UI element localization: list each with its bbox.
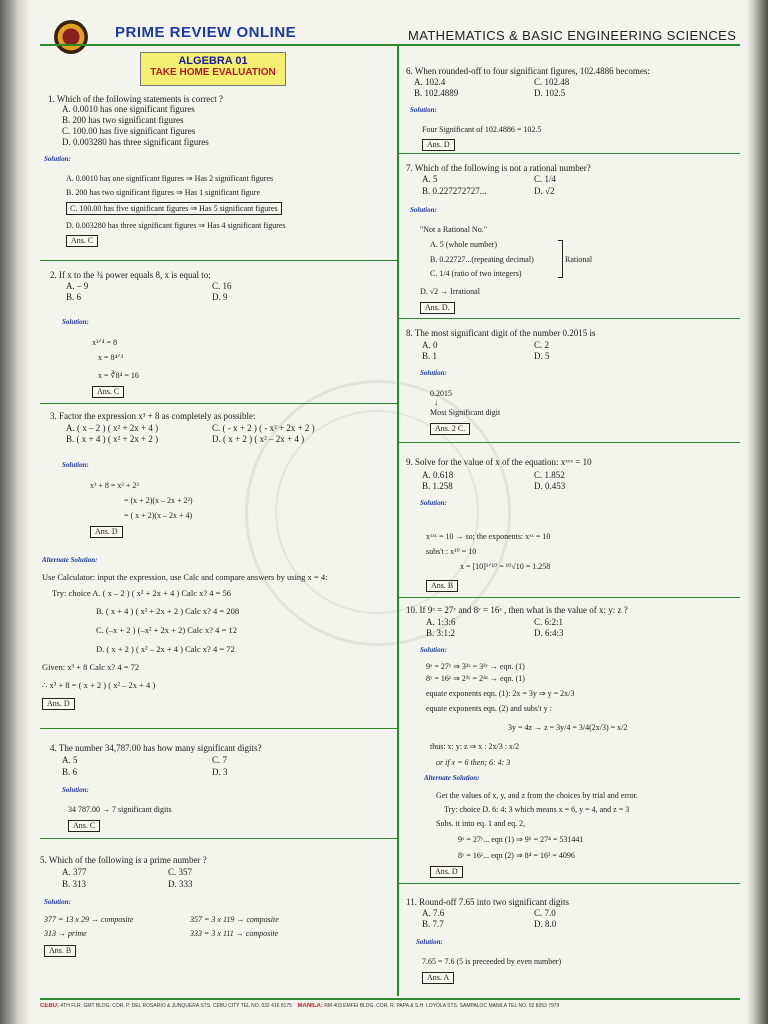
q3-sol-3: = ( x + 2)(x – 2x + 4): [124, 511, 193, 520]
q3-choice-d: D. ( x + 2 ) ( x² – 2x + 4 ): [212, 434, 305, 444]
q3-alt-6: Given: x³ + 8 Calc x? 4 = 72: [42, 662, 140, 672]
q9-stem: 9. Solve for the value of x of the equation: xˣˣˣ = 10: [406, 457, 592, 467]
q2-sol-3: x = ∛8⁴ = 16: [98, 371, 139, 380]
q1-sol-b: B. 200 has two significant figures ⇒ Has 1 significant figure: [66, 188, 260, 197]
q7-choice-a: A. 5: [422, 174, 438, 184]
q3-answer: Ans. D: [90, 526, 123, 538]
title-box: [140, 52, 286, 86]
q2-stem: 2. If x to the ¾ power equals 8, x is equal to:: [50, 270, 211, 280]
q10-sol-2: 8ʸ = 16ᶻ ⇒ 2³ʸ = 2⁴ᶻ → eqn. (1): [426, 674, 525, 683]
q5-sol-2: 313 → prime: [44, 929, 87, 938]
header-divider: [40, 44, 740, 46]
q4-choice-c: C. 7: [212, 755, 228, 765]
q10-alt-solution-label: Alternate Solution:: [424, 774, 480, 782]
footer-manila-tag: MANILA:: [297, 1003, 323, 1009]
q6-divider: [399, 153, 740, 154]
q3-alt-1: Use Calculator: input the expression, use Calc and compare answers by using x = 4:: [42, 572, 328, 582]
q8-choice-c: C. 2: [534, 340, 550, 350]
q10-alt-1: Get the values of x, y, and z from the choices by trial and error.: [436, 791, 638, 800]
q3-solution-label: Solution:: [62, 461, 89, 469]
q6-answer: Ans. D: [422, 139, 455, 151]
q3-choice-b: B. ( x + 4 ) ( x² + 2x + 2 ): [66, 434, 159, 444]
q5-choice-a: A. 377: [62, 867, 87, 877]
q1-stem: 1. Which of the following statements is correct ?: [48, 94, 224, 104]
q4-solution-label: Solution:: [62, 786, 89, 794]
q7-sol-2: A. 5 (whole number): [430, 240, 498, 249]
q1-answer: Ans. C: [66, 235, 98, 247]
footer-divider: [40, 998, 740, 1000]
page-footer: [40, 1003, 740, 1009]
q1-choice-c: C. 100.00 has five significant figures: [62, 126, 196, 136]
q7-sol-rational: Rational: [565, 255, 593, 264]
q2-choice-d: D. 9: [212, 292, 228, 302]
q1-sol-c: C. 100.00 has five significant figures ⇒ Has 5 significant figures: [66, 202, 282, 215]
q9-sol-1: xˣˣˣ = 10 → so; the exponents: xˣˣ = 10: [426, 532, 551, 541]
q3-divider: [40, 728, 397, 729]
q9-divider: [399, 597, 740, 598]
q5-answer: Ans. B: [44, 945, 76, 957]
q10-answer: Ans. D: [430, 866, 463, 878]
q5-choice-b: B. 313: [62, 879, 87, 889]
q10-choice-c: C. 6:2:1: [534, 617, 564, 627]
q2-choice-b: B. 6: [66, 292, 82, 302]
q3-sol-2: = (x + 2)(x – 2x + 2²): [124, 496, 193, 505]
q10-stem: 10. If 9ˣ = 27ʸ and 8ʸ = 16ᶻ , then what is the value of x: y: z ?: [406, 605, 628, 615]
q10-alt-2: Try: choice D. 6: 4: 3 which means x = 6, y = 4, and z = 3: [444, 805, 630, 814]
q1-choice-d: D. 0.003280 has three significant figures: [62, 137, 209, 147]
q4-choice-a: A. 5: [62, 755, 78, 765]
q4-stem: 4. The number 34,787.00 has how many significant digits?: [50, 743, 262, 753]
q8-divider: [399, 442, 740, 443]
q11-stem: 11. Round-off 7.65 into two significant digits: [406, 897, 569, 907]
q3-sol-1: x³ + 8 = x³ + 2³: [90, 481, 139, 490]
q3-alt-answer: Ans. D: [42, 698, 75, 710]
q3-choice-a: A. ( x – 2 ) ( x² + 2x + 4 ): [66, 423, 159, 433]
q1-choice-a: A. 0.0010 has one significant figures: [62, 104, 195, 114]
q5-choice-c: C. 357: [168, 867, 193, 877]
q9-choice-b: B. 1.258: [422, 481, 453, 491]
q11-choice-d: D. 8.0: [534, 919, 557, 929]
q4-choice-b: B. 6: [62, 767, 78, 777]
q11-sol: 7.65 = 7.6 (5 is preceeded by even number): [422, 957, 562, 966]
q6-choice-c: C. 102.48: [534, 77, 570, 87]
logo-icon: [54, 20, 88, 54]
q2-divider: [40, 403, 397, 404]
q6-stem: 6. When rounded-off to four significant figures, 102.4886 becomes:: [406, 66, 650, 76]
q7-sol-4: C. 1/4 (ratio of two integers): [430, 269, 522, 278]
page-header: [40, 18, 740, 54]
q1-divider: [40, 260, 397, 261]
q5-choice-d: D. 333: [168, 879, 193, 889]
q7-choice-d: D. √2: [534, 186, 555, 196]
q4-choice-d: D. 3: [212, 767, 228, 777]
q3-stem: 3. Factor the expression x³ + 8 as completely as possible:: [50, 411, 256, 421]
footer-manila-address: RM 403 EMFEI BLDG. COR. R. PAPA & S.H. LOYOLA STS. SAMPALOC MANILA TEL NO. 02 8353 7979: [324, 1003, 560, 1009]
q11-choice-a: A. 7.6: [422, 908, 445, 918]
q10-alt-5: 8ʸ = 16ᶻ... eqn (2) ⇒ 8⁴ = 16³ = 4096: [458, 851, 575, 860]
q7-choice-c: C. 1/4: [534, 174, 557, 184]
q10-sol-4: equate exponents eqn. (2) and subs't y :: [426, 704, 552, 713]
q10-divider: [399, 883, 740, 884]
q7-sol-1: "Not a Rational No.": [420, 225, 487, 234]
q2-answer: Ans. C: [92, 386, 124, 398]
q8-choice-d: D. 5: [534, 351, 550, 361]
q2-solution-label: Solution:: [62, 318, 89, 326]
q8-sol-3: Most Significant digit: [430, 408, 501, 417]
q5-solution-label: Solution:: [44, 898, 71, 906]
q8-solution-label: Solution:: [420, 369, 447, 377]
q6-choice-b: B. 102.4889: [414, 88, 459, 98]
q10-sol-7: or if x = 6 then; 6: 4: 3: [436, 758, 511, 767]
q10-solution-label: Solution:: [420, 646, 447, 654]
scan-edge-left: [0, 0, 30, 1024]
title-line2: TAKE HOME EVALUATION: [150, 67, 276, 78]
q4-answer: Ans. C: [68, 820, 100, 832]
q11-choice-b: B. 7.7: [422, 919, 444, 929]
q6-choice-a: A. 102.4: [414, 77, 446, 87]
q10-choice-a: A. 1:3:6: [426, 617, 456, 627]
q8-sol-2: ↓: [434, 398, 438, 407]
q10-sol-5: 3y = 4z → z = 3y/4 = 3/4(2x/3) = x/2: [508, 723, 628, 732]
q11-solution-label: Solution:: [416, 938, 443, 946]
q3-alt-5: D. ( x + 2 ) ( x² – 2x + 4 ) Calc x? 4 = 72: [96, 644, 235, 654]
q6-solution-label: Solution:: [410, 106, 437, 114]
brand-title: PRIME REVIEW ONLINE: [115, 24, 297, 41]
q9-choice-c: C. 1.852: [534, 470, 565, 480]
q10-choice-b: B. 3:1:2: [426, 628, 456, 638]
q8-choice-b: B. 1: [422, 351, 438, 361]
q3-alt-7: ∴ x³ + 8 = ( x + 2 ) ( x² – 2x + 4 ): [42, 680, 156, 690]
q10-sol-3: equate exponents eqn. (1): 2x = 3y ⇒ y = 2x/3: [426, 689, 575, 698]
q8-choice-a: A. 0: [422, 340, 438, 350]
q7-sol-5: D. √2 → Irrational: [420, 287, 480, 296]
q8-answer: Ans. 2 C.: [430, 423, 470, 435]
q5-stem: 5. Which of the following is a prime number ?: [40, 855, 207, 865]
q6-choice-d: D. 102.5: [534, 88, 566, 98]
q9-choice-a: A. 0.618: [422, 470, 454, 480]
q10-alt-4: 9ˣ = 27ʸ... eqn (1) ⇒ 9⁶ = 27⁴ = 531441: [458, 835, 584, 844]
q8-stem: 8. The most significant digit of the number 0.2015 is: [406, 328, 596, 338]
q2-choice-c: C. 16: [212, 281, 232, 291]
q3-alt-3: B. ( x + 4 ) ( x² + 2x + 2 ) Calc x? 4 = 208: [96, 606, 240, 616]
q4-divider: [40, 838, 397, 839]
title-line1: ALGEBRA 01: [178, 55, 248, 67]
q3-alt-solution-label: Alternate Solution:: [42, 556, 98, 564]
q3-alt-4: C. (–x + 2 ) (–x² + 2x + 2) Calc x? 4 = 12: [96, 625, 237, 635]
q1-choice-b: B. 200 has two significant figures: [62, 115, 184, 125]
q3-alt-2: Try: choice A. ( x – 2 ) ( x² + 2x + 4 ) Calc x? 4 = 56: [52, 588, 232, 598]
q10-alt-3: Subs. it into eq. 1 and eq. 2,: [436, 819, 526, 828]
q10-choice-d: D. 6:4:3: [534, 628, 564, 638]
subject-title: MATHEMATICS & BASIC ENGINEERING SCIENCES: [408, 28, 737, 43]
q5-sol-1: 377 = 13 x 29 → composite: [44, 915, 134, 924]
q9-answer: Ans. B: [426, 580, 458, 592]
q9-choice-d: D. 0.453: [534, 481, 566, 491]
q11-answer: Ans. A: [422, 972, 454, 984]
q9-sol-2: subs't : x¹⁰ = 10: [426, 547, 477, 556]
footer-cebu-address: 4TH FLR. GMT BLDG. COR. P. DEL ROSARIO & JUNQUERA STS. CEBU CITY TEL NO. 032 416 8175: [60, 1003, 292, 1009]
q2-choice-a: A. – 9: [66, 281, 89, 291]
q7-solution-label: Solution:: [410, 206, 437, 214]
q7-divider: [399, 318, 740, 319]
q5-sol-4: 333 = 3 x 111 → composite: [190, 929, 279, 938]
q1-sol-d: D. 0.003280 has three significant figures ⇒ Has 4 significant figures: [66, 221, 286, 230]
q2-sol-1: x³ᐟ⁴ = 8: [92, 338, 118, 347]
q11-choice-c: C. 7.0: [534, 908, 556, 918]
q6-sol: Four Significant of 102.4886 = 102.5: [422, 125, 542, 134]
scan-edge-right: [746, 0, 768, 1024]
q10-sol-6: thus: x: y: z ⇒ x : 2x/3 : x/2: [430, 742, 520, 751]
q9-solution-label: Solution:: [420, 499, 447, 507]
q7-stem: 7. Which of the following is not a rational number?: [406, 163, 591, 173]
q7-sol-3: B. 0.22727...(repeating decimal): [430, 255, 534, 264]
q9-sol-3: x = [10]¹ᐟ¹⁰ = ¹⁰√10 = 1.258: [460, 562, 551, 571]
q3-choice-c: C. ( - x + 2 ) ( - x² + 2x + 2 ): [212, 423, 315, 433]
column-divider: [397, 46, 399, 996]
q7-brace: [558, 240, 563, 278]
q1-solution-label: Solution:: [44, 155, 71, 163]
q5-sol-3: 357 = 3 x 119 → composite: [190, 915, 279, 924]
q2-sol-2: x = 8⁴ᐟ³: [98, 353, 124, 362]
q7-choice-b: B. 0.227272727...: [422, 186, 487, 196]
footer-cebu-tag: CEBU:: [40, 1003, 59, 1009]
q1-sol-a: A. 0.0010 has one significant figures ⇒ Has 2 significant figures: [66, 174, 274, 183]
q10-sol-1: 9ˣ = 27ʸ ⇒ 3²ˣ = 3³ʸ → eqn. (1): [426, 662, 525, 671]
q7-answer: Ans. D.: [420, 302, 455, 314]
q4-sol: 34 787.00 → 7 significant digits: [68, 805, 172, 814]
q8-sol-1: 0.2015: [430, 389, 452, 398]
